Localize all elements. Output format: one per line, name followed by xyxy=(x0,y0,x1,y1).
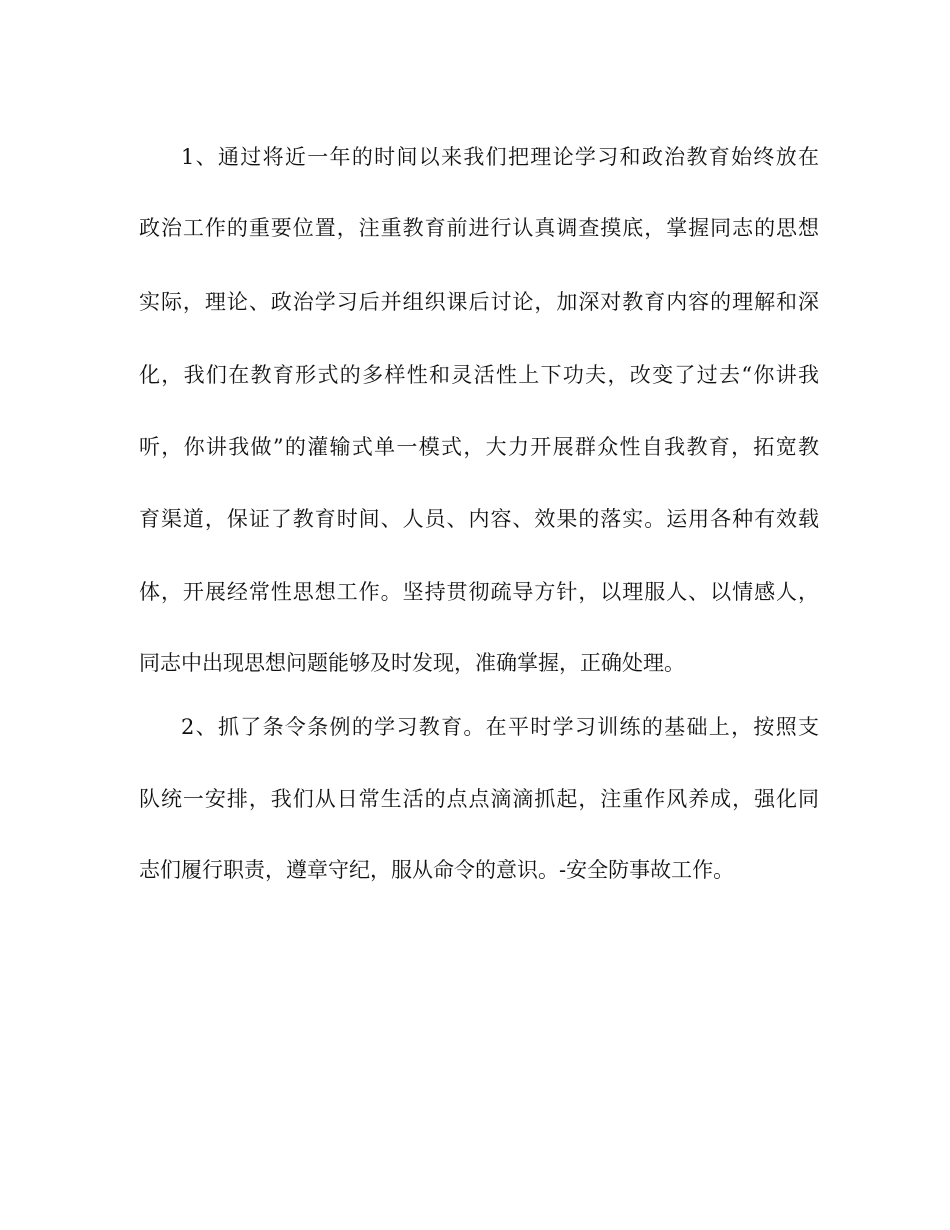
paragraph-line: 听，你讲我做”的灌输式单一模式，大力开展群众性自我教育，拓宽教 xyxy=(139,435,819,459)
paragraph-line: 同志中出现思想问题能够及时发现，准确掌握，正确处理。 xyxy=(139,651,685,675)
paragraph-line: 2、抓了条令条例的学习教育。在平时学习训练的基础上，按照支 xyxy=(181,715,819,739)
paragraph-line: 体，开展经常性思想工作。坚持贯彻疏导方针，以理服人、以情感人， xyxy=(139,580,819,604)
paragraph-line: 志们履行职责，遵章守纪，服从命令的意识。-安全防事故工作。 xyxy=(139,858,735,882)
paragraph-line: 政治工作的重要位置，注重教育前进行认真调查摸底，掌握同志的思想 xyxy=(139,216,819,240)
paragraph-line: 育渠道，保证了教育时间、人员、内容、效果的落实。运用各种有效载 xyxy=(139,507,819,531)
paragraph-line: 队统一安排，我们从日常生活的点点滴滴抓起，注重作风养成，强化同 xyxy=(139,787,819,811)
paragraph-line: 1、通过将近一年的时间以来我们把理论学习和政治教育始终放在 xyxy=(181,145,819,169)
paragraph-line: 化，我们在教育形式的多样性和灵活性上下功夫，改变了过去“你讲我 xyxy=(139,363,819,387)
paragraph-line: 实际，理论、政治学习后并组织课后讨论，加深对教育内容的理解和深 xyxy=(139,290,819,314)
